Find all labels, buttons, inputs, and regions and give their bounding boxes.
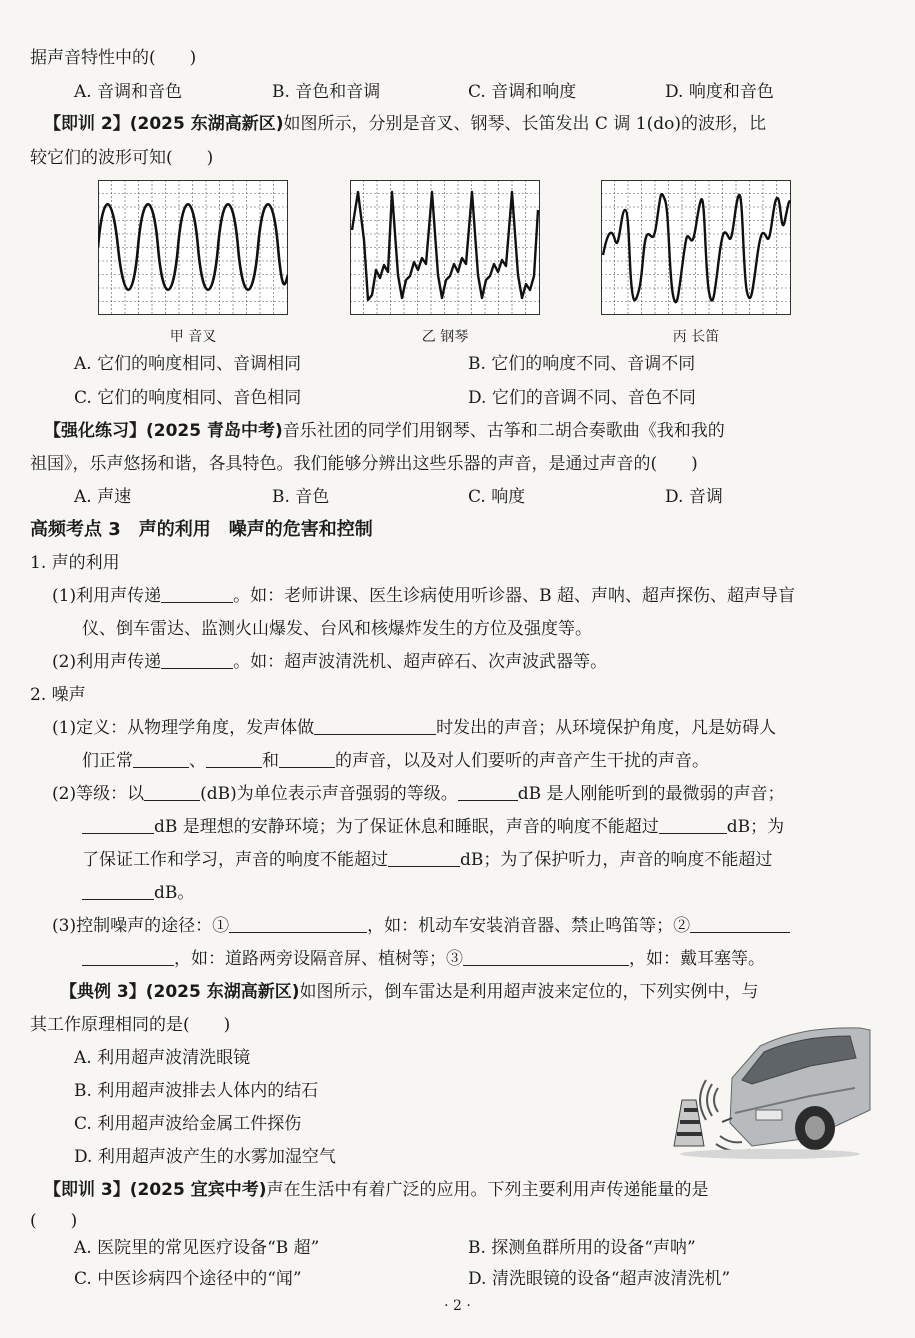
jixun3-option-d: D. 清洗眼镜的设备“超声波清洗机” <box>468 1269 731 1289</box>
car-reversing-radar-illustration <box>660 1018 872 1163</box>
blank <box>229 914 367 933</box>
blank <box>690 914 790 933</box>
jixun3-option-b: B. 探测鱼群所用的设备“声呐” <box>468 1238 696 1258</box>
noise-level-line2: dB 是理想的安静环境；为了保证休息和睡眠，声音的响度不能超过 dB；为 <box>82 815 784 839</box>
section-h2: 2. 噪声 <box>30 685 86 705</box>
qianghua-option-d: D. 音调 <box>665 487 723 507</box>
jixun2-source: (2025 东湖高新区) <box>129 114 284 134</box>
noise-control-line2: ，如：道路两旁设隔音屏、植树等；③ ，如：戴耳塞等。 <box>82 947 765 971</box>
caption-flute: 丙 长笛 <box>672 329 720 345</box>
caption-tuning-fork: 甲 音叉 <box>169 329 217 345</box>
blank <box>206 749 262 768</box>
jixun3-tag: 【即训 3】 <box>44 1180 130 1200</box>
jixun2-tag: 【即训 2】 <box>44 114 130 134</box>
caption-piano: 乙 钢琴 <box>421 329 469 345</box>
jixun3-option-c: C. 中医诊病四个途径中的“闻” <box>74 1269 302 1289</box>
qianghua-line1: 【强化练习】(2025 青岛中考)音乐社团的同学们用钢琴、古筝和二胡合奏歌曲《我和我的 <box>44 421 725 441</box>
qianghua-source: (2025 青岛中考) <box>146 421 283 441</box>
section-h1: 1. 声的利用 <box>30 553 120 573</box>
jixun2-option-d: D. 它们的音调不同、音色不同 <box>468 388 696 408</box>
dianli3-option-c: C. 利用超声波给金属工件探伤 <box>74 1114 302 1134</box>
dianli3-line2: 其工作原理相同的是( ) <box>30 1015 231 1035</box>
use-line3: (2)利用声传递 。如：超声波清洗机、超声碎石、次声波武器等。 <box>52 652 608 672</box>
page-number: · 2 · <box>444 1298 471 1314</box>
question-stem-tail: 据声音特性中的( ) <box>30 48 197 68</box>
noise-level-line1: (2)等级：以 (dB)为单位表示声音强弱的等级。 dB 是人刚能听到的最微弱的声音； <box>52 784 785 804</box>
blank <box>161 650 233 669</box>
jixun3-source: (2025 宜宾中考) <box>129 1180 267 1200</box>
option-a: A. 音调和音色 <box>74 82 183 102</box>
jixun2-option-b: B. 它们的响度不同、音调不同 <box>468 354 696 374</box>
qianghua-option-b: B. 音色 <box>272 487 330 507</box>
noise-control-line1: (3)控制噪声的途径：① ，如：机动车安装消音器、禁止鸣笛等；② <box>52 914 790 938</box>
option-b: B. 音色和音调 <box>272 82 381 102</box>
qianghua-option-c: C. 响度 <box>468 487 526 507</box>
dianli3-option-a: A. 利用超声波清洗眼镜 <box>74 1048 251 1068</box>
section-title: 高频考点 3 声的利用 噪声的危害和控制 <box>30 519 373 540</box>
blank <box>463 947 629 966</box>
blank <box>82 815 154 834</box>
noise-level-line3: 了保证工作和学习，声音的响度不能超过 dB；为了保护听力，声音的响度不能超过 <box>82 850 773 870</box>
waveform-flute <box>601 180 791 315</box>
use-line1: (1)利用声传递 。如：老师讲课、医生诊病使用听诊器、B 超、声呐、超声探伤、超声导盲 <box>52 586 795 606</box>
dianli3-option-b: B. 利用超声波排去人体内的结石 <box>74 1081 319 1101</box>
jixun3-line1: 【即训 3】(2025 宜宾中考)声在生活中有着广泛的应用。下列主要利用声传递能量的是 <box>44 1180 709 1200</box>
blank <box>133 749 189 768</box>
dianli3-line1: 【典例 3】(2025 东湖高新区)如图所示，倒车雷达是利用超声波来定位的，下列实例中，与 <box>60 982 759 1002</box>
blank <box>388 848 460 867</box>
jixun2-line1: 【即训 2】(2025 东湖高新区)如图所示，分别是音叉、钢琴、长笛发出 C 调 1(do)的波形，比 <box>44 114 766 134</box>
dianli3-option-d: D. 利用超声波产生的水雾加湿空气 <box>74 1147 336 1167</box>
option-d: D. 响度和音色 <box>665 82 774 102</box>
blank <box>82 881 154 900</box>
jixun2-line2: 较它们的波形可知( ) <box>30 148 214 168</box>
blank <box>314 716 436 735</box>
jixun2-option-c: C. 它们的响度相同、音色相同 <box>74 388 302 408</box>
blank <box>144 782 200 801</box>
waveform-tuning-fork <box>98 180 288 315</box>
jixun3-line2: ( ) <box>30 1211 78 1231</box>
blank <box>279 749 335 768</box>
waveform-piano <box>350 180 540 315</box>
noise-def-line2: 们正常 、 和 的声音，以及对人们要听的声音产生干扰的声音。 <box>82 751 709 771</box>
blank <box>161 584 233 603</box>
dianli3-source: (2025 东湖高新区) <box>145 982 300 1002</box>
blank <box>82 947 174 966</box>
noise-level-line4: dB。 <box>82 881 194 905</box>
qianghua-line2: 祖国》，乐声悠扬和谐，各具特色。我们能够分辨出这些乐器的声音，是通过声音的( ) <box>30 454 698 474</box>
noise-def-line1: (1)定义：从物理学角度，发声体做 时发出的声音；从环境保护角度，凡是妨碍人 <box>52 718 777 738</box>
option-c: C. 音调和响度 <box>468 82 577 102</box>
jixun3-option-a: A. 医院里的常见医疗设备“B 超” <box>74 1238 320 1258</box>
blank <box>659 815 727 834</box>
jixun2-option-a: A. 它们的响度相同、音调相同 <box>74 354 302 374</box>
qianghua-option-a: A. 声速 <box>74 487 132 507</box>
blank <box>458 782 518 801</box>
qianghua-tag: 【强化练习】 <box>44 421 146 441</box>
use-line2: 仪、倒车雷达、监测火山爆发、台风和核爆炸发生的方位及强度等。 <box>82 619 592 639</box>
dianli3-tag: 【典例 3】 <box>60 982 146 1002</box>
